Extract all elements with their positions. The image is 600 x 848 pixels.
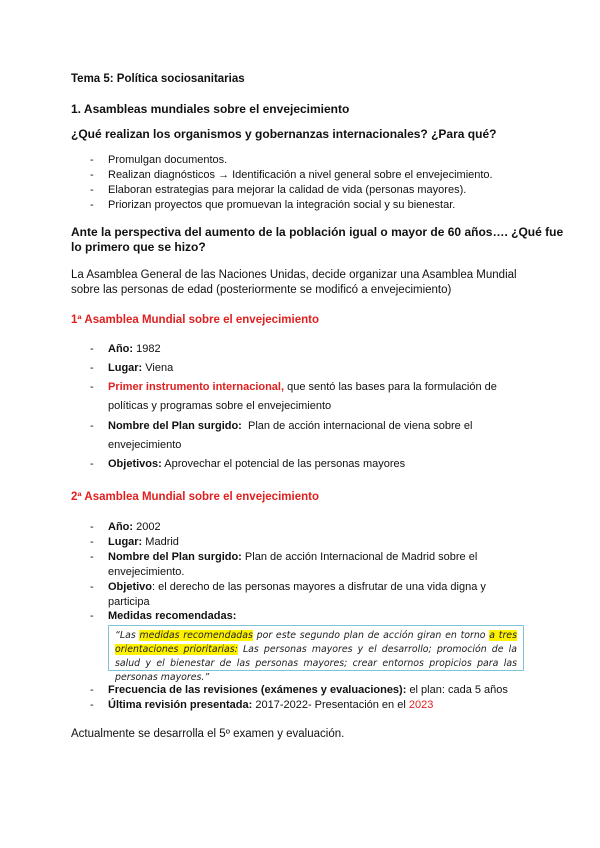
- intro-line2: sobre las personas de edad (posteriormente se modificó a envejecimiento): [71, 284, 452, 296]
- topic-title: Tema 5: Política sociosanitarias: [71, 73, 245, 85]
- assembly-1-title: 1ª Asamblea Mundial sobre el envejecimiento: [71, 314, 319, 326]
- question-2-line2: lo primero que se hizo?: [71, 240, 206, 254]
- document-page: Tema 5: Política sociosanitarias 1. Asambleas mundiales sobre el envejecimiento ¿Qué realizan los organismos y gobernanzas internacionales? ¿Para qué? - Promulgan documentos. - Realizan diagnósticos → Identificación a nivel general sobre el envejecimiento. - Elaboran estrategias para mejorar la calidad de vida (personas mayores). - Priorizan proyectos que promuevan la integración social y su bienestar. Ante la perspectiva del aumento de la población igual o mayor de 60 años…. ¿Qué fue lo primero que se hizo? La Asamblea General de las Naciones Unidas, decide organizar una Asamblea Mundial sobre las personas de edad (posteriormente se modificó a envejecimiento) 1ª Asamblea Mundial sobre el envejecimiento - Año: 1982 - Lugar: Viena - Primer instrumento internacional, que sentó las bases para la formulación de políticas y programas sobre el envejecimiento - Nombre del Plan surgido: Plan de acción internacional de viena sobre el envejecimiento - Objetivos: Aprovechar el potencial de las personas mayores 2ª Asamblea Mundial sobre el envejecimiento - Año: 2002 - Lugar: Madrid - Nombre del Plan surgido: Plan de acción Internacional de Madrid sobre el envejecimiento. - Objetivo: el derecho de las personas mayores a disfrutar de una vida digna y participa - Medidas recomendadas: “Las medidas recomendadas por este segundo plan de acción giran en torno a tres orientaciones prioritarias: Las personas mayores y el desarrollo; promoción de la salud y el bienestar de las personas mayores; crear entornos propicios para las personas mayores.” - Frecuencia de las revisiones (exámenes y evaluaciones): el plan: cada 5 años - Última revisión presentada: 2017-2022- Presentación en el 2023 Actualmente se desarrolla el 5º examen y evaluación.: [71, 73, 564, 740]
- intro-line1: La Asamblea General de las Naciones Unidas, decide organizar una Asamblea Mundial: [71, 269, 517, 281]
- question-2-line1: Ante la perspectiva del aumento de la población igual o mayor de 60 años…. ¿Qué fue: [71, 225, 564, 239]
- assembly-2-title: 2ª Asamblea Mundial sobre el envejecimiento: [71, 491, 319, 503]
- section-title: 1. Asambleas mundiales sobre el envejecimiento: [71, 102, 350, 116]
- measures-quote: “Las medidas recomendadas por este segundo plan de acción giran en torno a tres orientaciones prioritarias: Las personas mayores y el desarrollo; promoción de la salud y el bienestar de las personas mayores; crear entornos propicios para las personas mayores.”: [108, 625, 524, 671]
- closing-text: Actualmente se desarrolla el 5º examen y evaluación.: [71, 728, 345, 740]
- question-1: ¿Qué realizan los organismos y gobernanzas internacionales? ¿Para qué?: [71, 127, 497, 141]
